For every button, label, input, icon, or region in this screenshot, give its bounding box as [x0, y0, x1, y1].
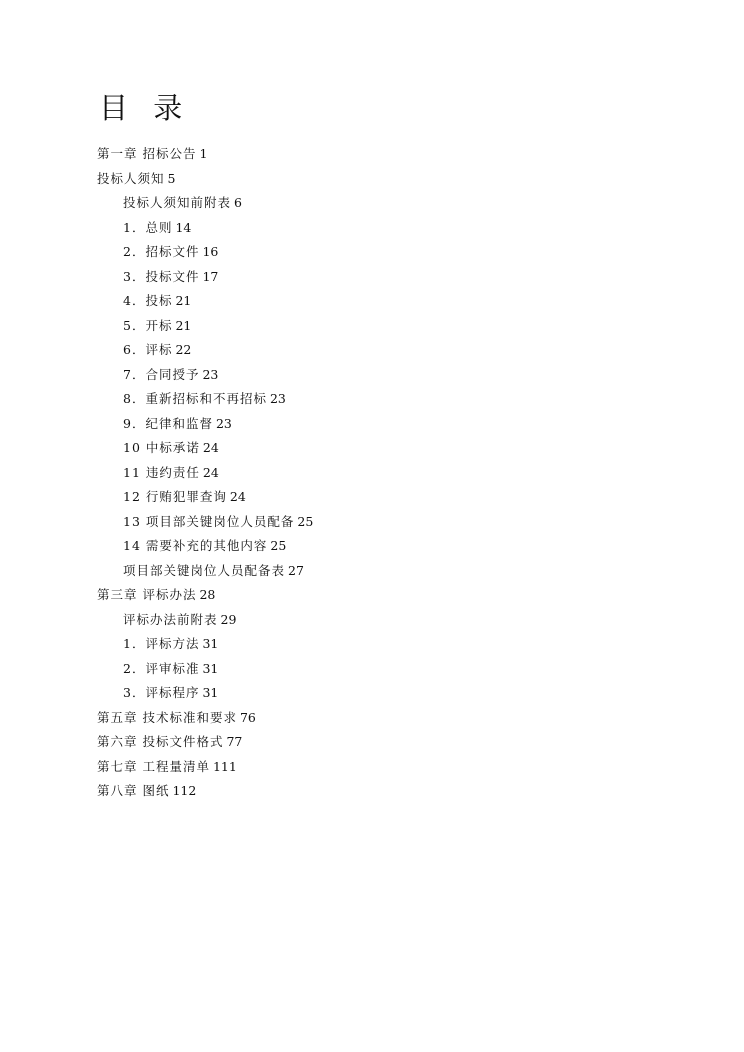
- toc-entry-page-number: 24: [202, 464, 219, 480]
- toc-entry[interactable]: [97, 167, 657, 192]
- page-title: 目 录: [99, 91, 191, 125]
- toc-entry-title: 5．开标: [123, 317, 173, 333]
- toc-entry-title: 6．评标: [123, 342, 173, 357]
- toc-entry-page-number: 31: [202, 685, 219, 700]
- toc-entry-title: 2．招标文件: [123, 244, 200, 259]
- toc-entry-title: 1．评标方法: [123, 636, 200, 651]
- toc-entry-title: 9．纪律和监督: [123, 415, 213, 431]
- toc-entry-page-number: 14: [175, 219, 192, 235]
- toc-entry-title: 第五章 技术标准和要求: [97, 709, 237, 725]
- toc-entry[interactable]: [97, 706, 657, 731]
- toc-entry-page-number: 23: [269, 391, 286, 406]
- toc-entry[interactable]: [97, 412, 657, 437]
- toc-entry-title: 8．重新招标和不再招标: [123, 391, 267, 406]
- toc-entry-title: 13 项目部关键岗位人员配备: [123, 513, 295, 529]
- toc-entry[interactable]: [97, 608, 657, 633]
- toc-entry[interactable]: [97, 314, 657, 339]
- toc-entry[interactable]: [97, 534, 657, 559]
- toc-entry[interactable]: [97, 191, 657, 216]
- toc-entry-title: 3．投标文件: [123, 268, 200, 284]
- toc-entry[interactable]: [97, 142, 657, 167]
- toc-entry[interactable]: [97, 779, 657, 804]
- toc-entry-page-number: 1: [199, 146, 208, 161]
- toc-entry-page-number: 112: [172, 783, 197, 798]
- toc-entry-title: 2．评审标准: [123, 660, 200, 676]
- toc-entry-title: 12 行贿犯罪查询: [123, 489, 227, 504]
- toc-entry-title: 1．总则: [123, 219, 173, 235]
- toc-entry[interactable]: [97, 363, 657, 388]
- toc-entry-title: 投标人须知: [97, 170, 165, 186]
- toc-entry[interactable]: [97, 681, 657, 706]
- toc-entry[interactable]: [97, 436, 657, 461]
- toc-entry-title: 10 中标承诺: [123, 440, 200, 455]
- toc-entry[interactable]: [97, 216, 657, 241]
- toc-entry[interactable]: [97, 485, 657, 510]
- toc-entry-page-number: 23: [215, 415, 232, 431]
- toc-entry[interactable]: [97, 510, 657, 535]
- toc-entry-page-number: 5: [167, 170, 176, 186]
- toc-entry-page-number: 31: [202, 636, 219, 651]
- toc-entry[interactable]: [97, 338, 657, 363]
- toc-entry[interactable]: [97, 755, 657, 780]
- toc-entry-page-number: 25: [270, 538, 287, 553]
- toc-entry-title: 第三章 评标办法: [97, 587, 197, 602]
- toc-entry-page-number: 77: [226, 734, 243, 749]
- toc-entry-title: 14 需要补充的其他内容: [123, 538, 268, 553]
- toc-entry[interactable]: [97, 632, 657, 657]
- toc-entry-page-number: 29: [220, 611, 237, 627]
- toc-entry-page-number: 21: [175, 293, 192, 308]
- toc-entry-title: 评标办法前附表: [123, 611, 218, 627]
- toc-entry-title: 11 违约责任: [123, 464, 200, 480]
- toc-entry[interactable]: [97, 730, 657, 755]
- toc-entry-title: 投标人须知前附表: [123, 195, 232, 210]
- toc-entry-title: 7．合同授予: [123, 366, 200, 382]
- toc-entry-page-number: 24: [202, 440, 219, 455]
- toc-entry-page-number: 76: [239, 709, 256, 725]
- toc-entry-page-number: 27: [288, 562, 304, 578]
- toc-entry-page-number: 28: [199, 587, 216, 602]
- toc-entry-page-number: 21: [175, 317, 192, 333]
- toc-entry[interactable]: [97, 657, 657, 682]
- toc-entry-page-number: 16: [202, 244, 219, 259]
- toc-entry[interactable]: [97, 289, 657, 314]
- toc-entry-page-number: 22: [175, 342, 192, 357]
- toc-entry-title: 第七章 工程量清单: [97, 758, 210, 774]
- toc-entry[interactable]: [97, 461, 657, 486]
- toc-entry-title: 项目部关键岗位人员配备表: [123, 562, 286, 578]
- toc-entry-title: 4．投标: [123, 293, 173, 308]
- toc-entry-page-number: 23: [202, 366, 219, 382]
- toc-entry-page-number: 31: [202, 660, 219, 676]
- toc-entry[interactable]: [97, 265, 657, 290]
- toc-entry[interactable]: [97, 559, 657, 584]
- toc-entry-page-number: 25: [297, 513, 314, 529]
- toc-entry-title: 第一章 招标公告: [97, 146, 197, 161]
- toc-entry-title: 第八章 图纸: [97, 783, 170, 798]
- toc-entry[interactable]: [97, 387, 657, 412]
- toc-entry-title: 3．评标程序: [123, 685, 200, 700]
- table-of-contents: [97, 142, 657, 804]
- toc-entry[interactable]: [97, 240, 657, 265]
- toc-entry-page-number: 6: [234, 195, 242, 210]
- toc-entry-page-number: 17: [202, 268, 219, 284]
- toc-entry-title: 第六章 投标文件格式: [97, 734, 224, 749]
- toc-entry-page-number: 24: [229, 489, 246, 504]
- toc-entry-page-number: 111: [212, 758, 237, 774]
- toc-entry[interactable]: [97, 583, 657, 608]
